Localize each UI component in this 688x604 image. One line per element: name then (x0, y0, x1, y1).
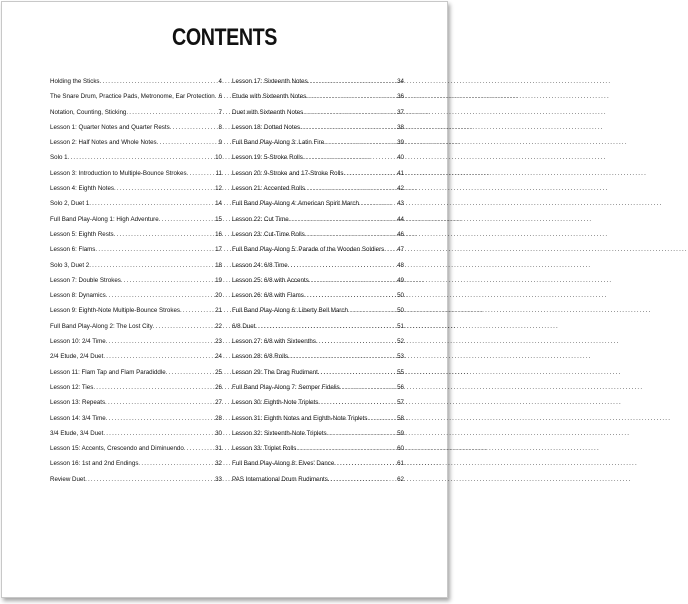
toc-entry (232, 262, 404, 277)
toc-entry-title: Lesson 19: 5-Stroke Rolls (232, 154, 303, 162)
toc-leader-dots (328, 476, 397, 483)
toc-page-number: 7 (218, 108, 222, 116)
toc-entry-title: Lesson 3: Introduction to Multiple-Bounce Strokes (50, 169, 187, 177)
toc-entry (50, 109, 222, 124)
toc-page-number: 19 (215, 276, 222, 284)
toc-leader-dots (308, 78, 397, 85)
toc-entry (232, 246, 404, 261)
toc-entry (232, 384, 404, 399)
toc-page-number: 41 (397, 169, 404, 177)
toc-leader-dots (318, 399, 397, 406)
document-page (1, 1, 448, 598)
toc-entry-title: Solo 1 (50, 154, 68, 162)
toc-entry (50, 323, 222, 338)
toc-page-number: 37 (397, 108, 404, 116)
toc-entry-title: Lesson 14: 3/4 Time (50, 414, 106, 422)
toc-leader-dots (93, 384, 215, 391)
toc-entry (50, 430, 222, 445)
toc-entry-title: Lesson 24: 6/8 Time (232, 261, 288, 269)
toc-entry-title: Lesson 10: 2/4 Time (50, 338, 106, 346)
toc-leader-dots (306, 93, 397, 100)
toc-entry (50, 78, 222, 93)
toc-entry-title: Lesson 15: Accents, Crescendo and Diminuendo (50, 445, 184, 453)
toc-entry (232, 323, 404, 338)
toc-page-number: 22 (215, 322, 222, 330)
toc-entry (50, 246, 222, 261)
toc-leader-dots (166, 369, 215, 376)
toc-entry-title: Lesson 20: 9-Stroke and 17-Stroke Rolls (232, 169, 344, 177)
toc-entry-title: Full Band Play-Along 6: Liberty Bell March (232, 307, 348, 315)
toc-leader-dots (327, 430, 398, 437)
toc-entry-title: Lesson 33: Triplet Rolls (232, 445, 297, 453)
toc-leader-dots (89, 200, 215, 207)
toc-leader-dots (343, 170, 397, 177)
toc-leader-dots (105, 399, 215, 406)
toc-page-number: 57 (397, 399, 404, 407)
toc-leader-dots (340, 384, 397, 391)
toc-page-number: 8 (218, 123, 222, 131)
toc-page-number: 55 (397, 368, 404, 376)
toc-entry (50, 369, 222, 384)
toc-page-number: 27 (215, 399, 222, 407)
toc-entry-title: Lesson 6: Flams (50, 246, 96, 254)
toc-entry-title: Lesson 4: Eighth Notes (50, 185, 114, 193)
toc-page-number: 59 (397, 429, 404, 437)
toc-entry-title: Full Band Play-Along 2: The Lost City (50, 322, 153, 330)
toc-page-number: 21 (215, 307, 222, 315)
toc-entry-title: Lesson 32: Sixteenth-Note Triplets (232, 429, 327, 437)
toc-entry-title: Lesson 12: Ties (50, 383, 94, 391)
toc-entry-title: Lesson 13: Repeats (50, 399, 106, 407)
toc-leader-dots (316, 338, 397, 345)
toc-leader-dots (103, 353, 215, 360)
toc-right-column (232, 78, 404, 491)
toc-left-column (50, 78, 222, 491)
toc-page-number: 40 (397, 154, 404, 162)
toc-page-number: 53 (397, 353, 404, 361)
toc-page-number: 47 (397, 246, 404, 254)
toc-entry (232, 170, 404, 185)
toc-leader-dots (300, 124, 397, 131)
toc-leader-dots (114, 231, 215, 238)
toc-page-number: 17 (215, 246, 222, 254)
toc-leader-dots (106, 415, 215, 422)
toc-page-number: 58 (397, 414, 404, 422)
toc-page-number: 26 (215, 383, 222, 391)
toc-leader-dots (180, 307, 215, 314)
toc-entry (232, 231, 404, 246)
toc-page-number: 39 (397, 139, 404, 147)
toc-leader-dots (309, 277, 397, 284)
toc-leader-dots (68, 154, 216, 161)
toc-leader-dots (304, 292, 397, 299)
toc-leader-dots (303, 109, 397, 116)
toc-entry (50, 170, 222, 185)
toc-entry (232, 200, 404, 215)
toc-page-number: 11 (215, 169, 222, 177)
toc-entry-title: Etude with Sixteenth Notes (232, 93, 307, 101)
toc-page-number: 12 (215, 185, 222, 193)
toc-page-number: 15 (215, 215, 222, 223)
toc-entry-title: Lesson 11: Flam Tap and Flam Paradiddle (50, 368, 166, 376)
toc-entry-title: Lesson 8: Dynamics (50, 292, 106, 300)
toc-entry (50, 353, 222, 368)
toc-entry-title: Full Band Play-Along 1: High Adventure (50, 215, 159, 223)
toc-entry-title: 6/8 Duet (232, 322, 256, 330)
toc-entry-title: Full Band Play-Along 5: Parade of the Wooden Soldiers (232, 246, 385, 254)
toc-leader-dots (384, 246, 397, 253)
toc-leader-dots (303, 154, 397, 161)
toc-page-number: 20 (215, 292, 222, 300)
toc-leader-dots (296, 445, 397, 452)
toc-entry-title: Lesson 18: Dotted Notes (232, 123, 301, 131)
toc-page-number: 36 (397, 93, 404, 101)
toc-entry-title: Lesson 9: Eighth-Note Multiple-Bounce Strokes (50, 307, 181, 315)
toc-leader-dots (289, 216, 397, 223)
toc-page-number: 16 (215, 230, 222, 238)
toc-entry (50, 262, 222, 277)
toc-entry-title: Lesson 26: 6/8 with Flams (232, 292, 304, 300)
toc-page-number: 60 (397, 445, 404, 453)
page-title: CONTENTS (172, 24, 277, 51)
toc-entry (232, 445, 404, 460)
toc-leader-dots (187, 170, 216, 177)
toc-page-number: 9 (218, 139, 222, 147)
toc-leader-dots (288, 262, 397, 269)
toc-entry-title: Full Band Play-Along 4: American Spirit March (232, 200, 359, 208)
toc-entry-title: Solo 3, Duet 2 (50, 261, 90, 269)
toc-entry (232, 369, 404, 384)
toc-page-number: 48 (397, 261, 404, 269)
toc-entry (232, 139, 404, 154)
toc-leader-dots (85, 476, 215, 483)
toc-entry-title: Duet with Sixteenth Notes (232, 108, 304, 116)
toc-page-number: 33 (215, 475, 222, 483)
toc-leader-dots (305, 231, 397, 238)
toc-page-number: 56 (397, 383, 404, 391)
toc-page-number: 32 (215, 460, 222, 468)
toc-leader-dots (100, 78, 219, 85)
toc-entry (232, 277, 404, 292)
toc-entry-title: Solo 2, Duet 1 (50, 200, 90, 208)
toc-entry (232, 476, 404, 491)
toc-entry (50, 307, 222, 322)
toc-leader-dots (138, 460, 215, 467)
toc-entry (232, 399, 404, 414)
toc-entry-title: The Snare Drum, Practice Pads, Metronome, Ear Protection (50, 93, 215, 101)
toc-entry-title: Holding the Sticks (50, 78, 100, 85)
toc-leader-dots (305, 185, 397, 192)
toc-entry (50, 460, 222, 475)
toc-entry-title: Lesson 27: 6/8 with Sixteenths (232, 338, 316, 346)
toc-page-number: 43 (397, 200, 404, 208)
toc-leader-dots (121, 277, 215, 284)
toc-page-number: 18 (215, 261, 222, 269)
toc-leader-dots (95, 246, 215, 253)
toc-entry-title: 3/4 Etude, 3/4 Duet (50, 429, 104, 437)
toc-page-number: 31 (215, 445, 222, 453)
toc-page-number: 25 (215, 368, 222, 376)
toc-entry (232, 109, 404, 124)
toc-entry-title: PAS International Drum Rudiments (232, 475, 328, 483)
toc-entry-title: Lesson 31: Eighth Notes and Eighth-Note Triplets (232, 414, 368, 422)
toc-leader-dots (89, 262, 215, 269)
toc-page-number: 4 (218, 78, 222, 85)
toc-entry (50, 124, 222, 139)
toc-entry (50, 200, 222, 215)
toc-page-number: 28 (215, 414, 222, 422)
toc-entry-title: Full Band Play-Along 7: Semper Fidelis (232, 383, 340, 391)
toc-entry (50, 185, 222, 200)
toc-page-number: 14 (215, 200, 222, 208)
toc-page-number: 51 (397, 322, 404, 330)
toc-entry (232, 307, 404, 322)
toc-page-number: 10 (215, 154, 222, 162)
toc-entry (232, 216, 404, 231)
toc-leader-dots (334, 460, 397, 467)
toc-page-number: 44 (397, 215, 404, 223)
toc-entry (232, 415, 404, 430)
toc-entry (50, 93, 222, 108)
toc-page-number: 30 (215, 429, 222, 437)
toc-entry (232, 78, 404, 93)
toc-entry-title: Lesson 1: Quarter Notes and Quarter Rests (50, 123, 170, 131)
toc-leader-dots (318, 369, 397, 376)
toc-entry (232, 460, 404, 475)
toc-entry (50, 231, 222, 246)
toc-leader-dots (106, 292, 215, 299)
toc-entry-title: Lesson 17: Sixteenth Notes (232, 78, 308, 85)
toc-leader-dots (103, 430, 215, 437)
toc-entry (50, 216, 222, 231)
toc-page-number: 42 (397, 185, 404, 193)
toc-entry-title: Lesson 22: Cut Time (232, 215, 289, 223)
toc-leader-dots (157, 139, 219, 146)
toc-entry (50, 154, 222, 169)
toc-entry-title: Lesson 28: 6/8 Rolls (232, 353, 289, 361)
toc-page-number: 38 (397, 123, 404, 131)
toc-page-number: 61 (397, 460, 404, 468)
toc-leader-dots (324, 139, 397, 146)
toc-entry (232, 154, 404, 169)
toc-entry (50, 399, 222, 414)
toc-entry-title: Lesson 29: The Drag Rudiment (232, 368, 318, 376)
toc-page-number: 23 (215, 338, 222, 346)
toc-entry (50, 476, 222, 491)
toc-entry (50, 292, 222, 307)
toc-entry-title: Lesson 16: 1st and 2nd Endings (50, 460, 139, 468)
toc-entry (232, 338, 404, 353)
toc-entry (50, 415, 222, 430)
toc-entry (50, 384, 222, 399)
toc-entry-title: Lesson 5: Eighth Rests (50, 230, 114, 238)
toc-entry-title: Lesson 21: Accented Rolls (232, 185, 305, 193)
toc-entry (50, 445, 222, 460)
toc-entry (50, 277, 222, 292)
toc-page-number: 62 (397, 475, 404, 483)
toc-entry (50, 338, 222, 353)
toc-entry-title: Full Band Play-Along 3: Latin Fire (232, 139, 325, 147)
toc-entry (232, 430, 404, 445)
toc-page-number: 50 (397, 307, 404, 315)
toc-page-number: 34 (397, 78, 404, 85)
toc-leader-dots (106, 338, 215, 345)
toc-page-number: 49 (397, 276, 404, 284)
toc-entry-title: Notation, Counting, Sticking (50, 108, 127, 116)
toc-leader-dots (184, 445, 215, 452)
toc-entry-title: Lesson 7: Double Strokes (50, 276, 121, 284)
toc-entry-title: Full Band Play-Along 8: Elves' Dance (232, 460, 335, 468)
toc-leader-dots (288, 353, 397, 360)
toc-entry (232, 292, 404, 307)
toc-entry (232, 353, 404, 368)
toc-entry (232, 93, 404, 108)
toc-page-number: 24 (215, 353, 222, 361)
toc-entry-title: Lesson 30: Eighth-Note Triplets (232, 399, 319, 407)
toc-leader-dots (368, 415, 398, 422)
toc-entry (232, 124, 404, 139)
toc-page-number: 46 (397, 230, 404, 238)
toc-leader-dots (170, 124, 219, 131)
toc-leader-dots (126, 109, 218, 116)
toc-entry-title: Review Duet (50, 475, 86, 483)
toc-leader-dots (153, 323, 215, 330)
toc-entry-title: 2/4 Etude, 2/4 Duet (50, 353, 104, 361)
toc-page-number: 50 (397, 292, 404, 300)
toc-entry (50, 139, 222, 154)
toc-entry-title: Lesson 25: 6/8 with Accents (232, 276, 309, 284)
toc-entry-title: Lesson 23: Cut-Time Rolls (232, 230, 305, 238)
toc-leader-dots (348, 307, 397, 314)
toc-leader-dots (255, 323, 397, 330)
toc-leader-dots (159, 216, 215, 223)
toc-page-number: 52 (397, 338, 404, 346)
toc-leader-dots (114, 185, 215, 192)
toc-entry-title: Lesson 2: Half Notes and Whole Notes (50, 139, 157, 147)
toc-entry (232, 185, 404, 200)
toc-leader-dots (359, 200, 397, 207)
toc-page-number: 6 (218, 93, 223, 101)
